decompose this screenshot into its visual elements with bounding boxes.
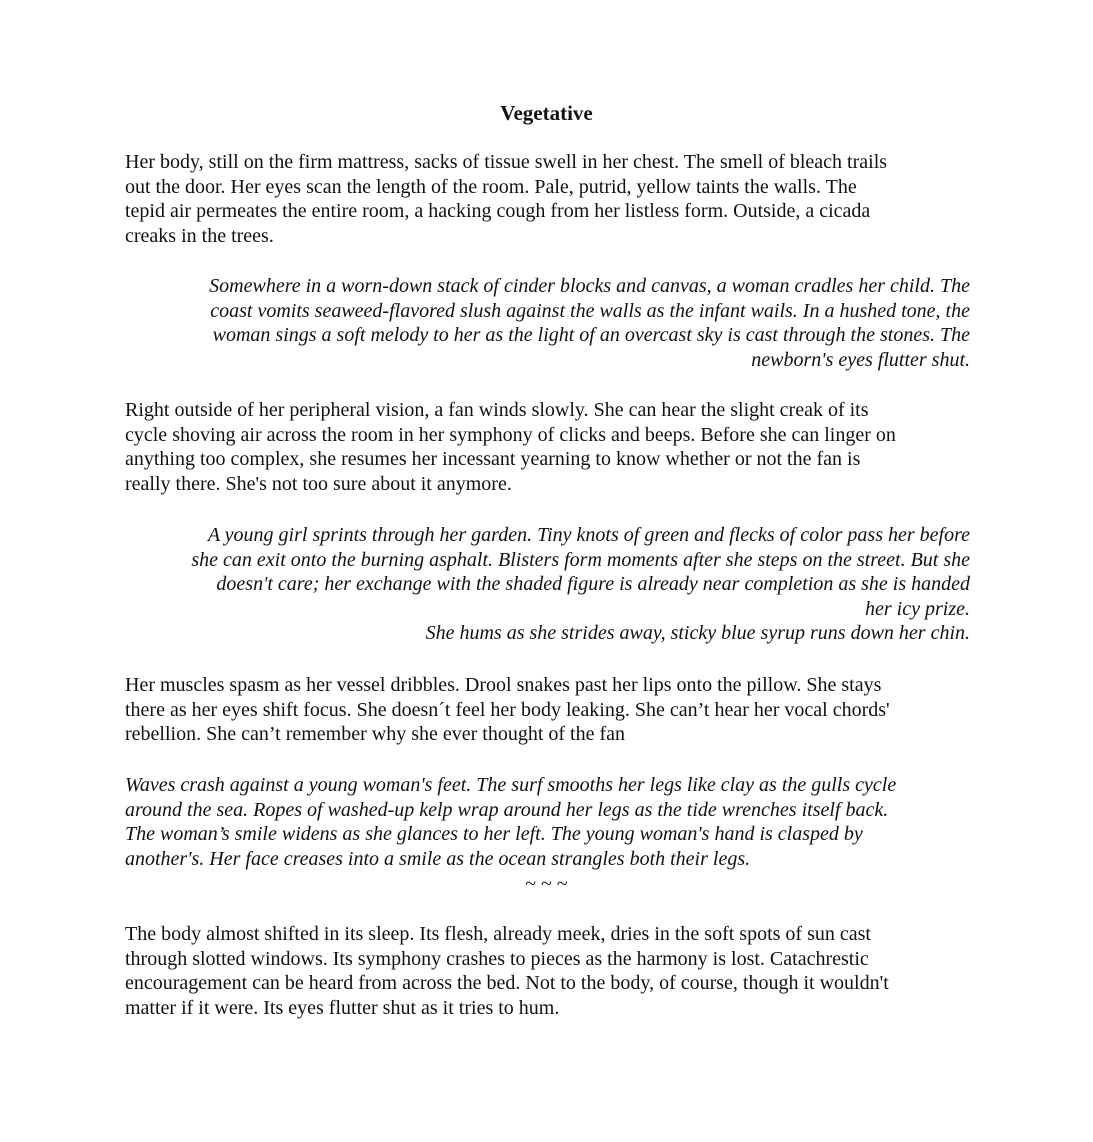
paragraph-4-line: her icy prize. bbox=[865, 597, 970, 620]
paragraph-2-line: coast vomits seaweed-flavored slush against the walls as the infant wails. In a hushed tone, the bbox=[210, 299, 970, 322]
section-divider: ~ ~ ~ bbox=[525, 873, 568, 895]
paragraph-6-line: The woman’s smile widens as she glances to her left. The young woman's hand is clasped by bbox=[125, 823, 863, 846]
paragraph-3 bbox=[125, 398, 970, 496]
paragraph-3-line: anything too complex, she resumes her incessant yearning to know whether or not the fan is bbox=[125, 448, 861, 471]
paragraph-7-line: encouragement can be heard from across the bed. Not to the body, of course, though it wouldn't bbox=[125, 972, 889, 995]
paragraph-2-line: Somewhere in a worn-down stack of cinder blocks and canvas, a woman cradles her child. The bbox=[209, 275, 970, 297]
paragraph-4-line: She hums as she strides away, sticky blue syrup runs down her chin. bbox=[425, 622, 970, 645]
paragraph-5-line: there as her eyes shift focus. She doesn´t feel her body leaking. She can’t hear her vocal chords' bbox=[125, 698, 890, 721]
paragraph-5-line: Her muscles spasm as her vessel dribbles. Drool snakes past her lips onto the pillow. She stays bbox=[125, 674, 882, 696]
paragraph-4 bbox=[125, 523, 970, 646]
paragraph-1 bbox=[125, 150, 970, 248]
paragraph-2-line: newborn's eyes flutter shut. bbox=[751, 348, 970, 371]
paragraph-4-line: A young girl sprints through her garden. Tiny knots of green and flecks of color pass her before bbox=[207, 524, 970, 546]
paragraph-6-line: another's. Her face creases into a smile as the ocean strangles both their legs. bbox=[125, 847, 751, 870]
paragraph-7-line: through slotted windows. Its symphony crashes to pieces as the harmony is lost. Catachrestic bbox=[125, 947, 869, 970]
paragraph-3-line: really there. She's not too sure about it anymore. bbox=[125, 472, 512, 495]
paragraph-5 bbox=[125, 673, 970, 747]
paragraph-7-line: matter if it were. Its eyes flutter shut as it tries to hum. bbox=[125, 996, 560, 1019]
document-title: Vegetative bbox=[500, 101, 593, 125]
paragraph-1-line: Her body, still on the firm mattress, sacks of tissue swell in her chest. The smell of bleach trails bbox=[125, 151, 888, 173]
paragraph-2-line: woman sings a soft melody to her as the light of an overcast sky is cast through the stones. The bbox=[212, 324, 970, 347]
paragraph-2 bbox=[125, 274, 970, 372]
paragraph-4-line: doesn't care; her exchange with the shaded figure is already near completion as she is handed bbox=[216, 573, 970, 596]
paragraph-7 bbox=[125, 922, 970, 1020]
paragraph-7-line: The body almost shifted in its sleep. Its flesh, already meek, dries in the soft spots of sun cast bbox=[125, 923, 871, 945]
paragraph-1-line: out the door. Her eyes scan the length of the room. Pale, putrid, yellow taints the walls. The bbox=[125, 175, 857, 198]
paragraph-5-line: rebellion. She can’t remember why she ever thought of the fan bbox=[125, 723, 626, 746]
paragraph-6-line: around the sea. Ropes of washed-up kelp wrap around her legs as the tide wrenches itself back. bbox=[125, 798, 889, 821]
paragraph-3-line: cycle shoving air across the room in her symphony of clicks and beeps. Before she can linger on bbox=[125, 423, 896, 446]
paragraph-1-line: tepid air permeates the entire room, a hacking cough from her listless form. Outside, a cicada bbox=[125, 200, 871, 223]
paragraph-3-line: Right outside of her peripheral vision, a fan winds slowly. She can hear the slight creak of its bbox=[125, 399, 869, 421]
paragraph-4-line: she can exit onto the burning asphalt. Blisters form moments after she steps on the street. But she bbox=[191, 548, 970, 571]
paragraph-1-line: creaks in the trees. bbox=[125, 224, 274, 247]
paragraph-6 bbox=[125, 773, 970, 871]
paragraph-6-line: Waves crash against a young woman's feet. The surf smooths her legs like clay as the gulls cycle bbox=[125, 774, 897, 796]
